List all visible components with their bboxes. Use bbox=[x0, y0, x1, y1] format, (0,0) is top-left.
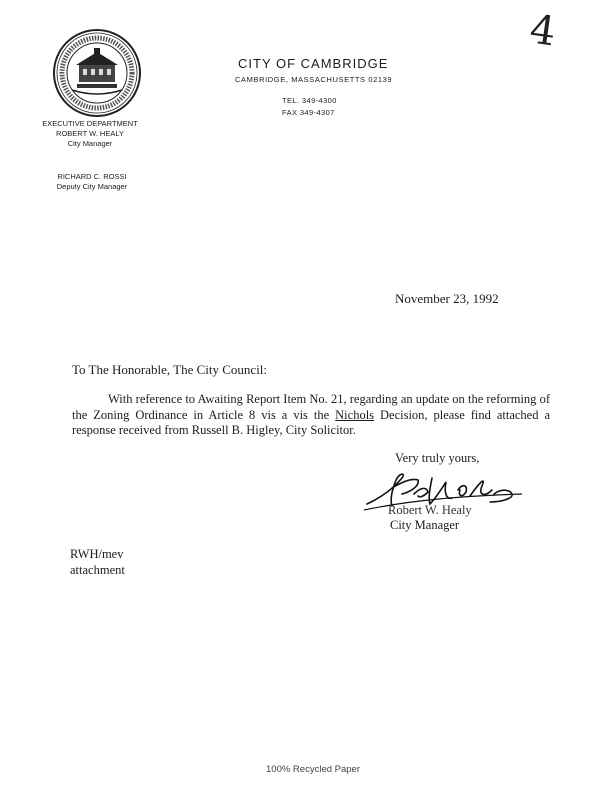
manager-title: City Manager bbox=[67, 139, 113, 148]
manager-name: ROBERT W. HEALY bbox=[56, 129, 124, 138]
recycled-paper-note: 100% Recycled Paper bbox=[266, 764, 360, 775]
executive-department-block bbox=[30, 119, 150, 149]
handwritten-page-number: 4 bbox=[526, 6, 559, 56]
deputy-block bbox=[32, 172, 152, 192]
enclosure-note: attachment bbox=[70, 563, 125, 577]
salutation: To The Honorable, The City Council: bbox=[72, 362, 268, 377]
typist-initials: RWH/mev bbox=[70, 547, 124, 561]
letter-date: November 23, 1992 bbox=[395, 291, 499, 306]
deputy-title: Deputy City Manager bbox=[56, 182, 128, 191]
city-address: CAMBRIDGE, MASSACHUSETTS 02139 bbox=[235, 75, 393, 84]
signer-name: Robert W. Healy bbox=[388, 503, 472, 517]
letter-body bbox=[72, 392, 550, 439]
reference-initials-block bbox=[70, 546, 125, 578]
body-text-nichols: Nichols bbox=[335, 407, 375, 422]
fax-number: FAX 349-4307 bbox=[282, 108, 335, 117]
deputy-name: RICHARD C. ROSSI bbox=[57, 172, 127, 181]
department-name: EXECUTIVE DEPARTMENT bbox=[42, 119, 138, 128]
city-seal-icon bbox=[52, 28, 142, 118]
city-name: CITY OF CAMBRIDGE bbox=[238, 56, 389, 71]
closing: Very truly yours, bbox=[395, 451, 480, 465]
body-text-part2: Decision, please find attached a response received from Russell B. Higley, City Solicitor. bbox=[72, 407, 550, 437]
signer-title: City Manager bbox=[390, 518, 460, 532]
telephone-number: TEL. 349-4300 bbox=[282, 96, 337, 105]
body-text-part1: With reference to Awaiting Report Item No. 21, regarding an update on the reforming of the Zoning Ordinance in Article 8 vis a vis the bbox=[72, 392, 550, 422]
